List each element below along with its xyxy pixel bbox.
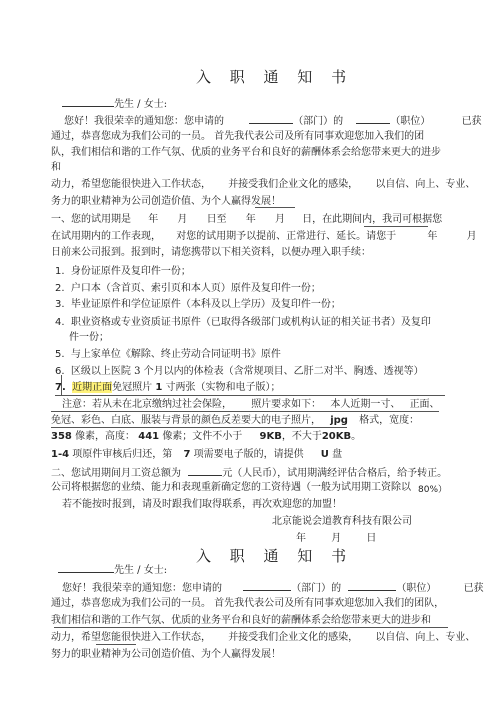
list-item: 1. 身份证原件及复印件一份； [55,266,191,277]
name-blank [62,96,114,107]
position-blank [356,113,390,124]
signature-date: 年 月 日 [296,533,377,544]
salary-blank [188,465,222,476]
document-title: 入 职 通 知 书 [196,68,354,86]
intro-line-1: 您好！我很荣幸的通知您：您申请的 （部门）的 （职位） 已获 [62,580,484,595]
document-title: 入 职 通 知 书 [196,547,354,565]
salutation-line: 先生 / 女士: [62,96,167,111]
section1-line-3: 日前来公司报到。报到时，请您携带以下相关资料，以便办理入职手续： [51,247,371,258]
name-blank [58,562,114,573]
list-item: 5. 与上家单位《解除、终止劳动合同证明书》原件 [55,349,281,360]
percent-value: 80%） [418,485,448,495]
underline-mark [364,226,428,227]
underline-mark [255,207,295,208]
section2-line-1: 二、您试用期间月工资总额为 元（人民币），试用期满经评估合格后，给予转正。 [51,465,447,480]
position-blank [348,580,396,591]
section2-line-3: 若不能按时报到，请及时跟我们取得联系，再次欢迎您的加盟！ [62,499,342,510]
section1-line-2: 在试用期内的工作表现， 对您的试用期予以提前、正常进行、延长。请您于 年 月 [51,231,477,242]
list-item: 2. 户口本（含首页、索引页和本人页）原件及复印件一份； [55,283,321,294]
underline-mark [96,644,136,645]
intro-line-4: 动力，希望您能很快进入工作状态， 并接受我们企业文化的感染， 以自信、向上、专业、 [51,632,476,643]
intro-line-6: 务力的职业精神为公司创造价值、为个人赢得发展！ [51,196,281,207]
divider-line [51,427,347,428]
dept-blank [249,113,293,124]
return-note-line: 1-4 项原件审核后归还，第 7 项需要电子版的，请提供 U 盘 [51,449,343,460]
list-item-continuation: 件一份； [69,332,109,343]
intro-line-4: 和 [51,162,61,173]
divider-line [51,411,439,412]
intro-line-5: 努力的职业精神为公司创造价值、为个人赢得发展！ [51,649,281,660]
section1-line-1: 一、您的试用期是 年 月 日至 年 月 日，在此期间内，我司可根据您 [51,214,443,225]
intro-line-3: 我们相信和谐的工作气氛、优质的业务平台和良好的薪酬体系会给您带来更大的进步和 [51,615,431,626]
dept-blank [243,580,291,591]
note-line-1: 注意：若从未在北京缴纳过社会保险， 照片要求如下： 本人近期一寸、 正面、 [62,399,440,410]
intro-line-5: 动力，希望您能很快进入工作状态， 并接受我们企业文化的感染， 以自信、向上、专业、 [51,179,476,190]
divider-line [54,627,448,628]
intro-line-2: 通过，恭喜您成为我们公司的一员。 首先我代表公司及所有同事欢迎您加入我们的团 [51,131,425,142]
divider-line [55,395,445,396]
list-item-7: 7. 近期正面免冠照片 1 寸两张（实物和电子版）； [55,382,281,393]
list-item: 4. 职业资格或专业资质证书原件（已取得各级部门或机构认证的相关证书者）及复印 [55,317,431,328]
note-line-3: 358 像素，高度： 441 像素；文件不小于 9KB，不大于20KB。 [51,431,362,442]
section2-line-2: 公司将根据您的业绩、能力和表现重新确定您的工资待遇（一般为试用期工资除以 [51,482,411,493]
salutation-line: 先生 / 女士: [58,562,167,577]
intro-line-3: 队，我们相信和谐的工作气氛、优质的业务平台和良好的薪酬体系会给您带来更大的进步 [51,147,441,158]
highlighted-text: 近期正面 [72,382,113,393]
list-item: 6. 区级以上医院 3 个月以内的体检表（含常规项目、乙肝二对半、胸透、透视等） [55,366,424,377]
note-line-2: 免冠、彩色、白底、服装与背景的颜色反差要大的电子照片， jpg 格式，宽度： [51,415,420,426]
company-name: 北京能说会道教育科技有限公司 [272,516,412,527]
list-item: 3. 毕业证原件和学位证原件（本科及以上学历）及复印件一份； [55,299,341,310]
intro-line-1: 您好！我很荣幸的通知您：您申请的 （部门）的 （职位） 已获 [64,113,482,128]
text-cursor-mark [61,375,62,395]
intro-line-2: 通过，恭喜您成为我们公司的一员。 首先我代表公司及所有同事欢迎您加入我们的团队， [51,598,445,609]
